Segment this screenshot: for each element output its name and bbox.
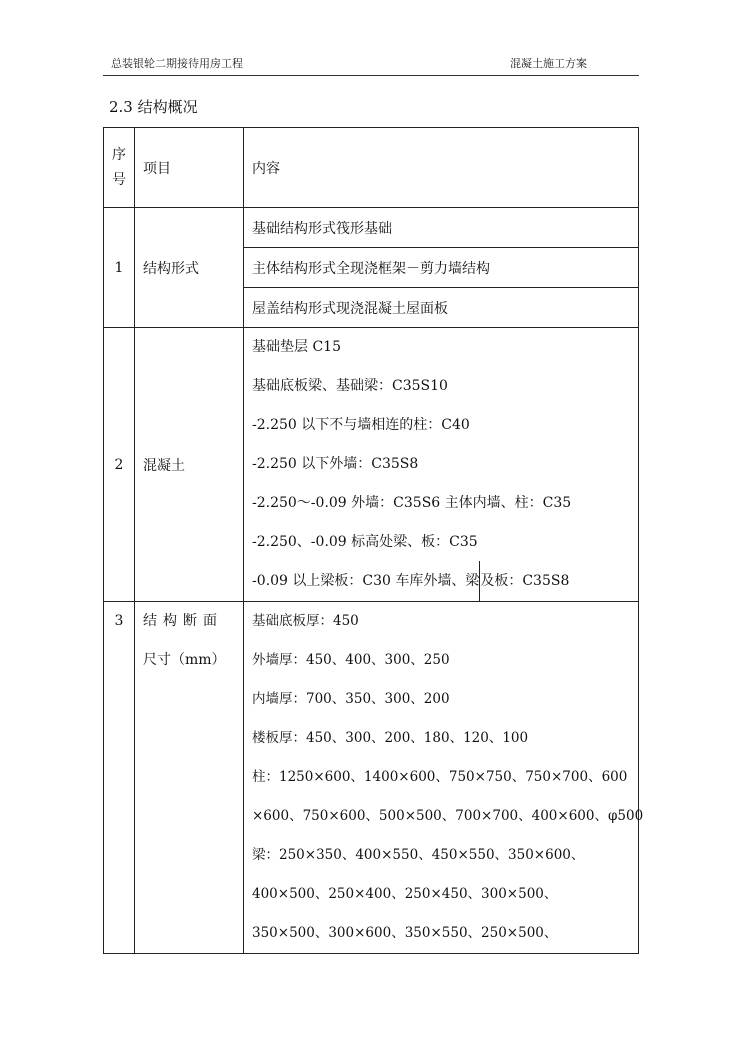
row-3-line-2: 外墙厚：450、400、300、250: [252, 652, 450, 668]
row-2-line-2: 基础底板梁、基础梁：C35S10: [252, 378, 448, 394]
row-2-line-7b: 及板：C35S8: [480, 573, 570, 589]
row-1-line-2: 主体结构形式全现浇框架－剪力墙结构: [244, 248, 639, 288]
row-3-line-3: 内墙厚：700、350、300、200: [252, 691, 450, 707]
table-row: [104, 208, 639, 248]
row-2-line-1: 基础垫层 C15: [252, 339, 341, 355]
row-2-content: [244, 328, 639, 602]
header-cell-item: 项目: [135, 128, 244, 208]
row-3-no: 3: [104, 602, 135, 954]
row-1-line-1: 基础结构形式筏形基础: [244, 208, 639, 248]
table-header-row: [104, 128, 639, 208]
row-3-item: [135, 602, 244, 954]
section-title: 2.3 结构概况: [109, 98, 198, 116]
header-cell-content: 内容: [244, 128, 639, 208]
row-1-item: 结构形式: [135, 208, 244, 328]
row-3-item-line-2: 尺寸（mm）: [143, 652, 226, 668]
row-3-line-4: 楼板厚：450、300、200、180、120、100: [252, 730, 529, 746]
row-3-line-7: 梁：250×350、400×550、450×550、350×600、: [252, 847, 585, 863]
row-2-line-7a: -0.09 以上梁板：C30 车库外墙、梁: [252, 573, 480, 589]
header-project-name: 总装银轮二期接待用房工程: [111, 57, 243, 70]
row-2-line-5: -2.250～-0.09 外墙：C35S6 主体内墙、柱：C35: [252, 495, 572, 511]
header-document-title: 混凝土施工方案: [510, 57, 587, 70]
row-2-line-4: -2.250 以下外墙：C35S8: [252, 456, 419, 472]
row-3-line-1: 基础底板厚：450: [252, 613, 359, 629]
header-no-char-2: 号: [112, 171, 126, 188]
row-3-line-8: 400×500、250×400、250×450、300×500、: [252, 886, 558, 902]
row-3-item-line-1: 结构断面: [143, 613, 223, 629]
row-3-line-5: 柱：1250×600、1400×600、750×750、750×700、600: [252, 769, 628, 785]
structure-overview-table: [103, 127, 644, 954]
row-2-line-7: [252, 562, 638, 601]
row-3-line-6: ×600、750×600、500×500、700×700、400×600、φ500: [252, 808, 644, 824]
table-row: [104, 328, 639, 602]
header-no-char-1: 序: [112, 146, 126, 163]
table-row: [104, 602, 639, 954]
row-2-line-6: -2.250、-0.09 标高处梁、板：C35: [252, 534, 478, 550]
row-2-no: 2: [104, 328, 135, 602]
row-3-content: [244, 602, 644, 954]
row-1-no: 1: [104, 208, 135, 328]
row-3-line-9: 350×500、300×600、350×550、250×500、: [252, 925, 558, 941]
header-divider: [103, 75, 639, 76]
row-2-item: 混凝土: [135, 328, 244, 602]
row-2-line-3: -2.250 以下不与墙相连的柱：C40: [252, 417, 470, 433]
header-cell-no: [104, 128, 135, 208]
row-1-line-3: 屋盖结构形式现浇混凝土屋面板: [244, 288, 639, 328]
